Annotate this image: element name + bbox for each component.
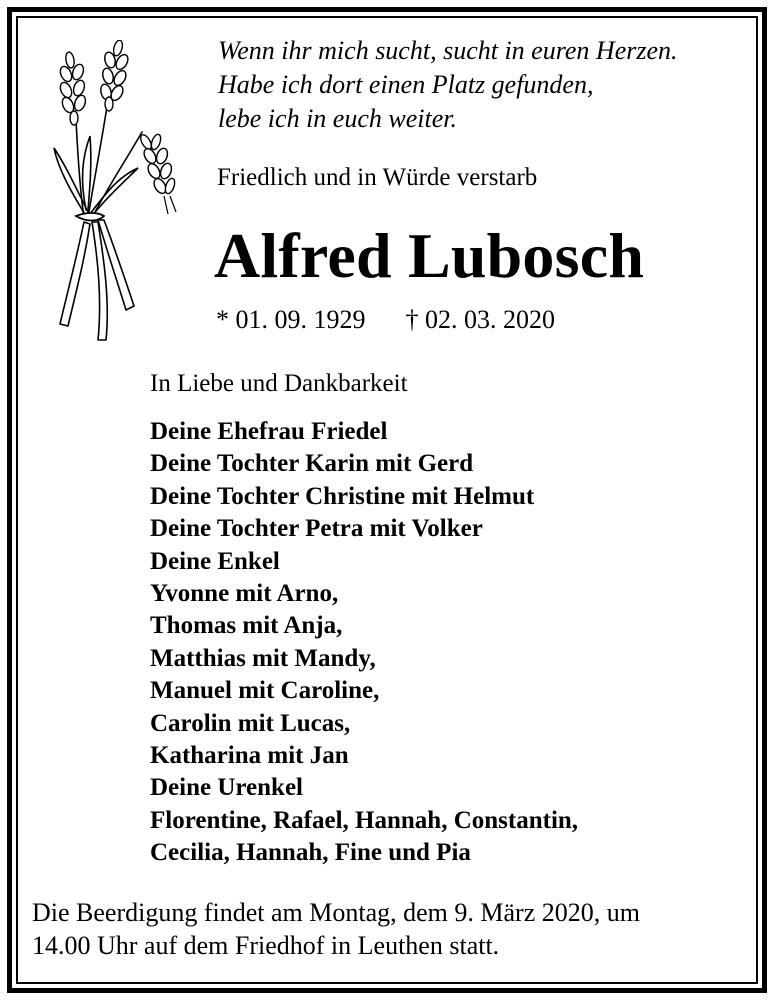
list-item: Yvonne mit Arno, [150,580,339,608]
intro-text: Friedlich und in Würde verstarb [217,164,538,191]
list-item: Deine Tochter Petra mit Volker [150,515,483,543]
list-item: Deine Enkel [150,547,280,575]
wheat-sheaf-icon [46,40,186,345]
family-list [150,416,578,870]
list-item: Deine Tochter Karin mit Gerd [150,450,474,478]
list-item: Deine Ehefrau Friedel [150,418,388,445]
list-item: Deine Tochter Christine mit Helmut [150,482,535,510]
poem [218,34,678,136]
deceased-name: Alfred Lubosch [214,220,645,291]
list-item: Matthias mit Mandy, [150,644,376,672]
funeral-line: 14.00 Uhr auf dem Friedhof in Leuthen statt. [32,931,500,960]
list-item: Carolin mit Lucas, [150,709,351,737]
life-dates [216,303,555,337]
list-item: Florentine, Rafael, Hannah, Constantin, [150,806,579,834]
death-date: † 02. 03. 2020 [405,305,555,334]
funeral-notice [32,896,752,962]
poem-line: Wenn ihr mich sucht, sucht in euren Herzen. [218,36,678,65]
list-item: Katharina mit Jan [150,742,349,770]
list-item: Deine Urenkel [150,774,303,802]
funeral-line: Die Beerdigung findet am Montag, dem 9. März 2020, um [32,898,640,927]
gratitude-text: In Liebe und Dankbarkeit [150,370,408,397]
poem-line: lebe ich in euch weiter. [218,104,457,133]
list-item: Manuel mit Caroline, [150,677,380,705]
poem-line: Habe ich dort einen Platz gefunden, [218,70,594,99]
birth-date: * 01. 09. 1929 [216,305,366,334]
list-item: Thomas mit Anja, [150,612,343,640]
list-item: Cecilia, Hannah, Fine und Pia [150,839,471,867]
